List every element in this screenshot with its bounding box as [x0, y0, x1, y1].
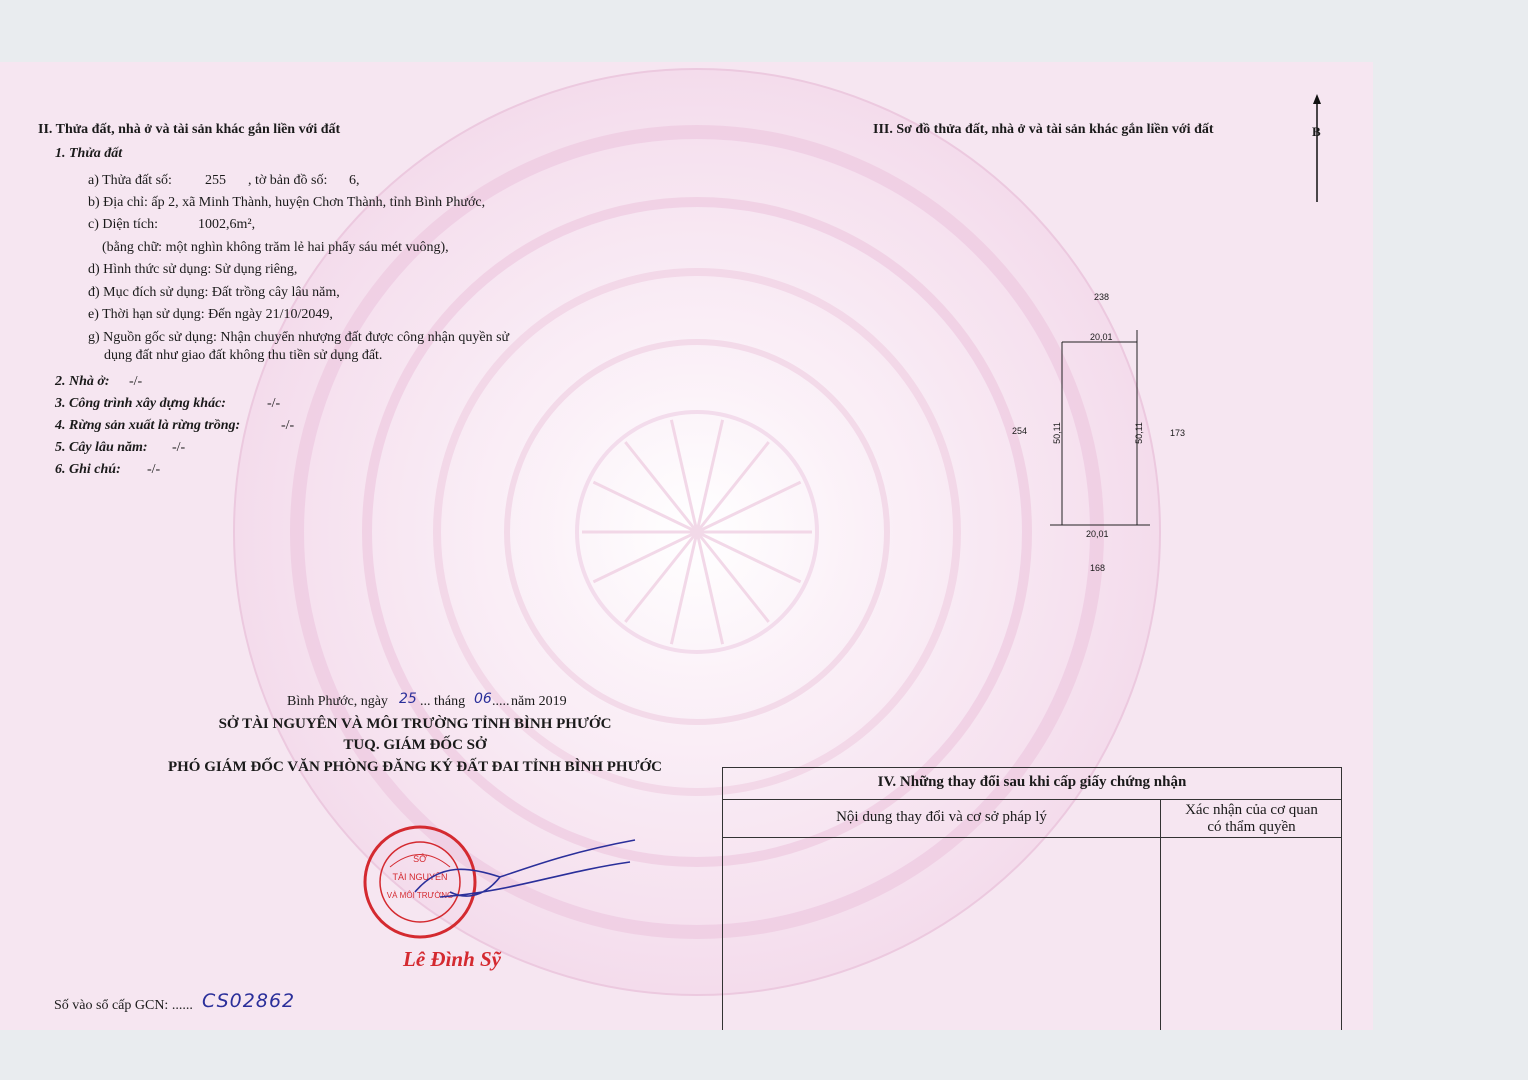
note-value: -/- — [147, 462, 161, 477]
date-day: 25 — [399, 691, 417, 707]
forest-label: 4. Rừng sản xuất là rừng trồng: — [55, 418, 241, 433]
right-edge-length: 50,11 — [1133, 422, 1144, 444]
column-confirmation-line2: có thẩm quyền — [1207, 819, 1296, 835]
table-divider-header — [723, 837, 1341, 838]
area-value: 1002,6m², — [198, 217, 256, 232]
column-change-content: Nội dung thay đổi và cơ sở pháp lý — [836, 809, 1047, 825]
svg-text:VÀ MÔI TRƯỜNG: VÀ MÔI TRƯỜNG — [386, 891, 454, 900]
section-2-title: II. Thửa đất, nhà ở và tài sản khác gắn liền với đất — [38, 122, 341, 137]
map-sheet-number: 6, — [349, 173, 360, 188]
forest-value: -/- — [281, 418, 295, 433]
construction-value: -/- — [267, 396, 281, 411]
section-4-title: IV. Những thay đổi sau khi cấp giấy chứng nhận — [877, 774, 1187, 790]
area-label: c) Diện tích: — [88, 217, 158, 232]
parcel-number: 255 — [205, 173, 226, 188]
bottom-edge-length: 20,01 — [1086, 529, 1109, 539]
svg-text:TÀI NGUYÊN: TÀI NGUYÊN — [392, 872, 448, 882]
table-divider-top — [723, 799, 1341, 800]
perennial-trees-value: -/- — [172, 440, 186, 455]
address: b) Địa chỉ: ấp 2, xã Minh Thành, huyện Chơn Thành, tỉnh Bình Phước, — [88, 195, 486, 210]
house-label: 2. Nhà ở: — [55, 374, 110, 389]
date-year: năm 2019 — [511, 694, 567, 709]
certificate-page — [0, 62, 1373, 1030]
north-label: B — [1312, 124, 1321, 139]
left-edge-length: 50,11 — [1051, 422, 1062, 444]
column-confirmation-line1: Xác nhận của cơ quan — [1185, 802, 1318, 818]
parcel-label: a) Thửa đất số: — [88, 173, 172, 188]
usage-purpose: đ) Mục đích sử dụng: Đất trồng cây lâu năm, — [88, 285, 340, 300]
signer-position: PHÓ GIÁM ĐỐC VĂN PHÒNG ĐĂNG KÝ ĐẤT ĐAI TỈNH BÌNH PHƯỚC — [167, 759, 663, 775]
changes-table — [722, 767, 1342, 1030]
land-heading: 1. Thửa đất — [55, 146, 123, 161]
area-in-words: (bằng chữ: một nghìn không trăm lẻ hai phẩy sáu mét vuông), — [102, 240, 449, 255]
house-value: -/- — [129, 374, 143, 389]
official-seal — [360, 822, 650, 952]
usage-term: e) Thời hạn sử dụng: Đến ngày 21/10/2049, — [88, 307, 333, 322]
north-arrow-icon — [1308, 94, 1328, 204]
date-prefix: Bình Phước, ngày — [287, 694, 388, 709]
registry-label: Số vào sổ cấp GCN: ...... — [54, 998, 193, 1013]
neighbor-parcel-right: 173 — [1170, 428, 1186, 438]
construction-label: 3. Công trình xây dựng khác: — [55, 396, 226, 411]
note-label: 6. Ghi chú: — [55, 462, 121, 477]
usage-origin-line2: dụng đất như giao đất không thu tiền sử dụng đất. — [104, 348, 383, 363]
date-month: 06 — [474, 691, 492, 707]
map-sheet-label: , tờ bản đồ số: — [248, 173, 328, 188]
signer-name: Lê Đình Sỹ — [403, 947, 502, 971]
neighbor-parcel-bottom: 168 — [1090, 563, 1106, 573]
usage-form: d) Hình thức sử dụng: Sử dụng riêng, — [88, 262, 298, 277]
neighbor-parcel-left: 254 — [1012, 426, 1028, 436]
perennial-trees-label: 5. Cây lâu năm: — [55, 440, 148, 455]
svg-text:SỞ: SỞ — [413, 854, 427, 864]
usage-origin-line1: g) Nguồn gốc sử dụng: Nhận chuyển nhượng đất được công nhận quyền sử — [88, 330, 510, 345]
section-3-title: III. Sơ đồ thửa đất, nhà ở và tài sản khác gắn liền với đất — [873, 122, 1214, 137]
date-dots-1: ... — [420, 694, 431, 709]
neighbor-parcel-top: 238 — [1094, 292, 1110, 302]
month-label: tháng — [434, 694, 466, 709]
date-dots-2: ..... — [492, 694, 510, 709]
issuing-agency: SỞ TÀI NGUYÊN VÀ MÔI TRƯỜNG TỈNH BÌNH PHƯỚC — [218, 716, 612, 732]
top-edge-length: 20,01 — [1090, 332, 1113, 342]
registry-number: CS02862 — [202, 990, 296, 1012]
on-behalf-of: TUQ. GIÁM ĐỐC SỞ — [343, 737, 487, 753]
